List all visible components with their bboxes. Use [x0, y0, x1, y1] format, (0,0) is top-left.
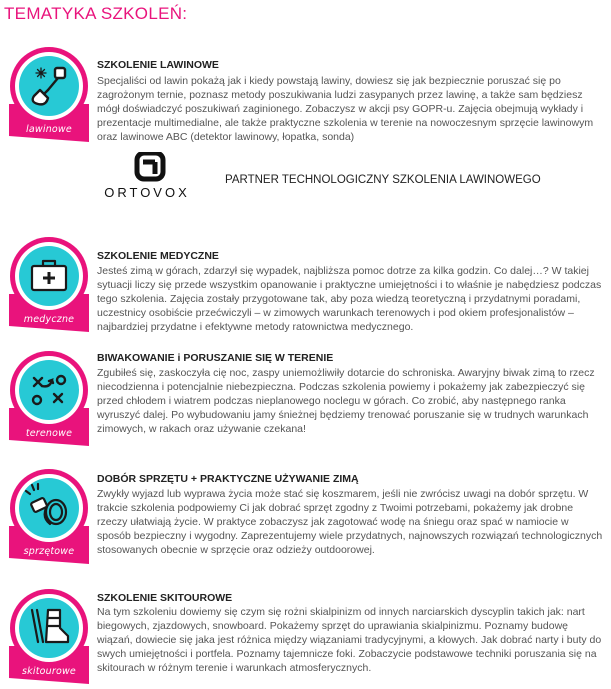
- badge-label: lawinowe: [26, 124, 72, 135]
- section-title: SZKOLENIE MEDYCZNE: [97, 250, 219, 262]
- badge-label: medyczne: [23, 314, 75, 325]
- partner-text: PARTNER TECHNOLOGICZNY SZKOLENIA LAWINOWEGO: [225, 174, 541, 186]
- badge-label: sprzętowe: [23, 546, 75, 557]
- page-title: TEMATYKA SZKOLEŃ:: [4, 4, 188, 23]
- badge-avalanche: [8, 46, 90, 142]
- badge-equipment: [8, 468, 90, 564]
- section-title: SZKOLENIE SKITOUROWE: [97, 592, 233, 604]
- badge-terrain: [8, 350, 90, 446]
- section-body: Na tym szkoleniu dowiemy się czym się rożni skialpinizm od innych narciarskich dyscyplin takich jak: nart biegowych, zjazdowych, snowboard. Pokażemy sprzęt do uprawiania skialpinizmu. Poznamy budowę wiązań, dowiecie się jaka jest różnica między wiązaniami tradycyjnymi, a kłowych. Jak dobrać narty i buty do swych umiejętności i portfela. Poznamy tajemnicze foki. Zobaczycie podstawowe techniki poruszania się na skitourach w różnym terenie i warunkach atmosferycznych.: [97, 606, 602, 674]
- section-title: DOBÓR SPRZĘTU + PRAKTYCZNE UŻYWANIE ZIMĄ: [97, 473, 359, 485]
- partner-block: [97, 152, 604, 202]
- badge-label: terenowe: [25, 428, 73, 439]
- svg-text:ORTOVOX: ORTOVOX: [104, 185, 190, 200]
- section-body: Zgubiłeś się, zaskoczyła cię noc, zaspy uniemożliwiły dotarcie do schroniska. Awaryjny biwak zimą to rzecz niecodzienna i potencjalnie niebezpieczna. Podczas szkolenia powiemy i pokażemy jak zabezpieczyć się przed chłodem i wiatrem podczas nieplanowego noclegu w górach. Co zrobić, aby następnego ranka wyruszyć dalej. Po wybudowaniu jamy śnieżnej będziemy trenować poruszanie się w trudnych warunkach zimowych, w rakach oraz używanie czekana!: [97, 367, 595, 435]
- first-aid-kit-icon: [32, 261, 66, 290]
- section-title: SZKOLENIE LAWINOWE: [97, 59, 219, 71]
- ortovox-logo: [97, 152, 197, 200]
- section-title: BIWAKOWANIE i PORUSZANIE SIĘ W TERENIE: [97, 352, 334, 364]
- section-body: Zwykły wyjazd lub wyprawa życia może stać się koszmarem, jeśli nie zwrócisz uwagi na dobór sprzętu. W trakcie szkolenia podpowiemy Ci jak dobrać sprzęt zgodny z Twoimi potrzebami, pokażemy jak drobne rzeczy ułatwiają życie. W praktyce zobaczysz jak zagotować wodę na śniegu oraz spać w namiocie w sposób bezpieczny i wygodny. Zaprezentujemy wiele przydatnych, najnowszych rozwiązań technologicznych stosowanych obecnie w sprzęcie oraz odzieży outdoorowej.: [97, 488, 603, 556]
- badge-label: skitourowe: [22, 666, 76, 677]
- section-body: Jesteś zimą w górach, zdarzył się wypadek, najbliższa pomoc dotrze za kilka godzin. Co dalej…? W takiej sytuacji liczy się przede wszystkim opanowanie i praktyczne umiejętności i to właśnie je nabędziesz podczas tego szkolenia. Zajęcia zostały przygotowane tak, aby poza wiedzą teoretyczną i przydatnymi poradami, uczestnicy osobiście przećwiczyli – w zimowych warunkach terenowych i pod okiem profesjonalistów – najbardziej przydatne i efektywne metody ratownictwa medycznego.: [97, 265, 602, 333]
- section-body: Specjaliści od lawin pokażą jak i kiedy powstają lawiny, dowiesz się jak bezpiecznie poruszać się po zagrożonym ternie, poznasz metody poszukiwania ludzi zasypanych przez lawinę, a także sam będziesz mógł doświadczyć poszukiwań zaginionego. Zobaczysz w akcji psy GOPR-u. Zajęcia obejmują wykłady i prezentacje multimedialne, ale także praktyczne szkolenia w terenie na nowoczesnym sprzęcie lawinowym oraz lawinowe ABC (detektor lawinowy, łopatka, sonda): [97, 75, 594, 143]
- badge-medical: [8, 236, 90, 332]
- badge-skitour: [8, 588, 90, 684]
